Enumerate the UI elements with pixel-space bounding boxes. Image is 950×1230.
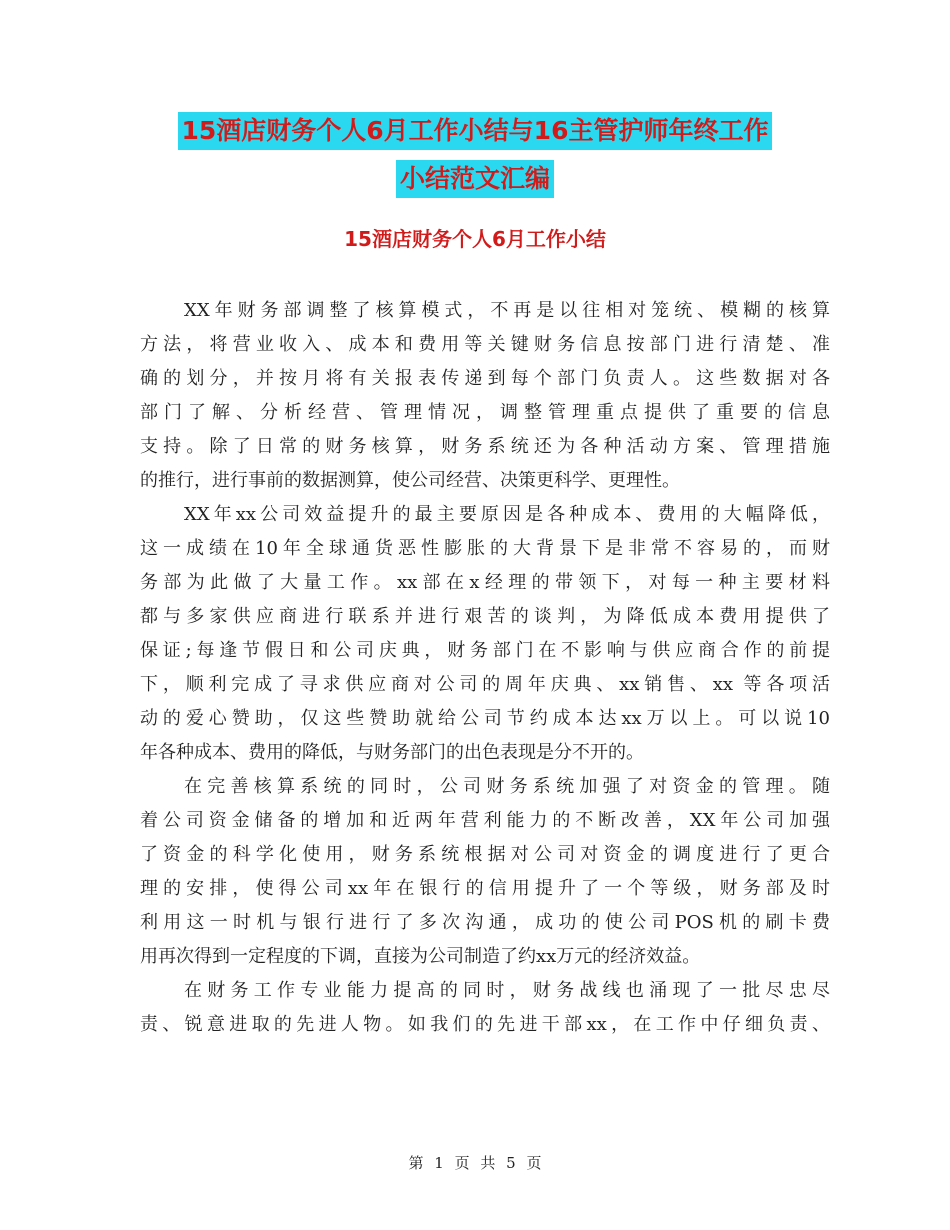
text-line: 部门了解、分析经营、管理情况，调整管理重点提供了重要的信息 (140, 402, 830, 423)
text-line: 这一成绩在10年全球通货恶性膨胀的大背景下是非常不容易的，而财 (140, 538, 830, 559)
title-line-1: 15酒店财务个人6月工作小结与16主管护师年终工作 (178, 112, 773, 150)
text-line: 在完善核算系统的同时，公司财务系统加强了对资金的管理。随 (184, 776, 830, 797)
text-line: 责、锐意进取的先进人物。如我们的先进干部xx，在工作中仔细负责、 (140, 1014, 830, 1035)
text-line: 保证;每逢节假日和公司庆典，财务部门在不影响与供应商合作的前提 (140, 640, 830, 661)
footer-current-page: 1 (434, 1154, 444, 1172)
footer-total-pages: 5 (506, 1154, 516, 1172)
paragraph-1 (140, 294, 830, 498)
text-line: 务部为此做了大量工作。xx部在x经理的带领下，对每一种主要材料 (140, 572, 830, 593)
section-heading: 15酒店财务个人6月工作小结 (344, 227, 606, 251)
text-line: 用再次得到一定程度的下调，直接为公司制造了约xx万元的经济效益。 (140, 946, 701, 967)
text-line: 方法，将营业收入、成本和费用等关键财务信息按部门进行清楚、准 (140, 334, 830, 355)
text-line: 都与多家供应商进行联系并进行艰苦的谈判，为降低成本费用提供了 (140, 606, 830, 627)
document-title (0, 112, 950, 208)
text-line: XX年财务部调整了核算模式，不再是以往相对笼统、模糊的核算 (184, 300, 830, 321)
footer-label-end: 页 (526, 1154, 542, 1172)
text-line: XX年xx公司效益提升的最主要原因是各种成本、费用的大幅降低， (184, 504, 830, 525)
text-line: 利用这一时机与银行进行了多次沟通，成功的使公司POS机的刷卡费 (140, 912, 830, 933)
footer-label-of: 页 共 (454, 1154, 496, 1172)
document-body (140, 294, 830, 1042)
text-line: 年各种成本、费用的降低，与财务部门的出色表现是分不开的。 (140, 742, 644, 763)
text-line: 在财务工作专业能力提高的同时，财务战线也涌现了一批尽忠尽 (184, 980, 830, 1001)
text-line: 确的划分，并按月将有关报表传递到每个部门负责人。这些数据对各 (140, 368, 830, 389)
text-line: 着公司资金储备的增加和近两年营利能力的不断改善，XX年公司加强 (140, 810, 830, 831)
page-footer (0, 1152, 950, 1173)
text-line: 的推行，进行事前的数据测算，使公司经营、决策更科学、更理性。 (140, 470, 680, 491)
footer-label-page: 第 (408, 1154, 424, 1172)
text-line: 了资金的科学化使用，财务系统根据对公司对资金的调度进行了更合 (140, 844, 830, 865)
paragraph-4 (140, 974, 830, 1042)
text-line: 动的爱心赞助，仅这些赞助就给公司节约成本达xx万以上。可以说10 (140, 708, 830, 729)
text-line: 支持。除了日常的财务核算，财务系统还为各种活动方案、管理措施 (140, 436, 830, 457)
text-line: 理的安排，使得公司xx年在银行的信用提升了一个等级，财务部及时 (140, 878, 830, 899)
title-line-2: 小结范文汇编 (396, 160, 554, 198)
paragraph-2 (140, 498, 830, 770)
text-line: 下，顺利完成了寻求供应商对公司的周年庆典、xx销售、xx 等各项活 (140, 674, 830, 695)
paragraph-3 (140, 770, 830, 974)
